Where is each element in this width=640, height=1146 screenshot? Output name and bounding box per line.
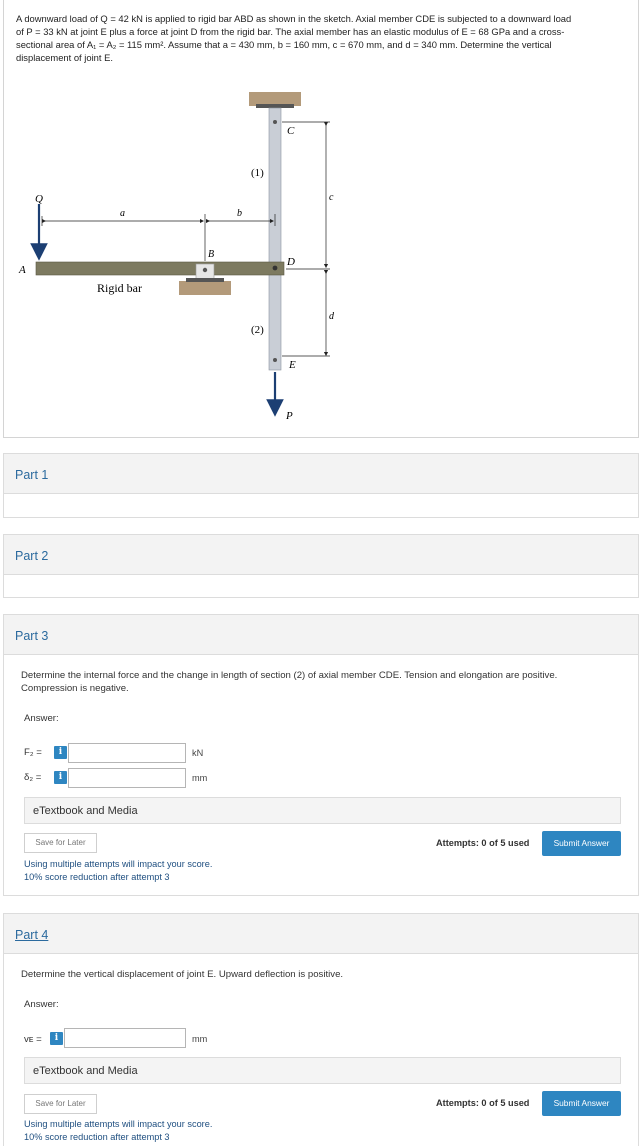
part-3-warning-line-1: Using multiple attempts will impact your score. bbox=[24, 859, 213, 869]
ve-input[interactable] bbox=[64, 1028, 186, 1048]
part-4-header[interactable] bbox=[3, 913, 639, 953]
part-3-attempts: Attempts: 0 of 5 used bbox=[436, 838, 530, 848]
part-3-var-delta2: δ₂ = bbox=[24, 772, 42, 783]
part-3-header[interactable] bbox=[3, 614, 639, 654]
part-3-warning-line-2: 10% score reduction after attempt 3 bbox=[24, 871, 170, 882]
f2-input[interactable] bbox=[68, 743, 186, 763]
label-D: D bbox=[287, 256, 295, 268]
part-3-title: Part 3 bbox=[15, 629, 49, 643]
info-icon[interactable]: i bbox=[54, 771, 67, 784]
part-4-var-ve: vᴇ = bbox=[24, 1034, 42, 1045]
label-rigid-bar: Rigid bar bbox=[97, 281, 142, 295]
label-2: (2) bbox=[251, 324, 264, 336]
delta2-unit: mm bbox=[192, 773, 208, 783]
part-4-warning-line-1: Using multiple attempts will impact your score. bbox=[24, 1119, 213, 1129]
label-a: a bbox=[120, 208, 125, 219]
problem-line-3: sectional area of A₁ = A₂ = 115 mm². Assume that a = 430 mm, b = 160 mm, c = 670 mm, and d = 340 mm. Determine the vertical bbox=[16, 39, 552, 50]
part-3-var-f2: F₂ = bbox=[24, 747, 42, 758]
part-4-etextbook-button[interactable]: eTextbook and Media bbox=[24, 1057, 621, 1084]
part-3-etextbook-button[interactable]: eTextbook and Media bbox=[24, 797, 621, 824]
problem-statement bbox=[16, 12, 628, 64]
part-1-header[interactable] bbox=[3, 453, 639, 493]
f2-unit: kN bbox=[192, 748, 204, 758]
part-1-body bbox=[3, 493, 639, 518]
label-1: (1) bbox=[251, 167, 264, 179]
part-4-title[interactable]: Part 4 bbox=[15, 928, 49, 942]
part-4-warning bbox=[24, 1118, 212, 1143]
label-d: d bbox=[329, 311, 334, 322]
info-icon[interactable]: i bbox=[50, 1032, 63, 1045]
part-2-title: Part 2 bbox=[15, 549, 49, 563]
info-icon[interactable]: i bbox=[54, 746, 67, 759]
part-3-answer-label: Answer: bbox=[24, 713, 59, 724]
ve-unit: mm bbox=[192, 1034, 208, 1044]
label-b: b bbox=[237, 208, 242, 219]
problem-figure bbox=[4, 86, 638, 426]
part-4-submit-button[interactable]: Submit Answer bbox=[542, 1091, 621, 1116]
label-C: C bbox=[287, 125, 295, 137]
part-4-question: Determine the vertical displacement of joint E. Upward deflection is positive. bbox=[21, 969, 344, 980]
part-4-attempts: Attempts: 0 of 5 used bbox=[436, 1098, 530, 1108]
problem-line-4: displacement of joint E. bbox=[16, 52, 113, 63]
part-4-answer-label: Answer: bbox=[24, 999, 59, 1010]
label-Q: Q bbox=[35, 193, 43, 205]
problem-line-2: of P = 33 kN at joint E plus a force at joint D from the rigid bar. The axial member has an elastic modulus of E = 68 GPa and a cross- bbox=[16, 26, 565, 37]
top-support bbox=[249, 92, 301, 108]
part-2-header[interactable] bbox=[3, 534, 639, 574]
dimension-lines-cd bbox=[282, 122, 330, 356]
label-E: E bbox=[289, 359, 296, 371]
part-4-save-for-later-button[interactable]: Save for Later bbox=[24, 1094, 97, 1114]
problem-line-1: A downward load of Q = 42 kN is applied to rigid bar ABD as shown in the sketch. Axial member CDE is subjected to a downward load bbox=[16, 13, 572, 24]
part-1-title: Part 1 bbox=[15, 468, 49, 482]
label-c: c bbox=[329, 192, 334, 203]
part-3-submit-button[interactable]: Submit Answer bbox=[542, 831, 621, 856]
part-3-question-line-2: Compression is negative. bbox=[21, 683, 129, 694]
dimension-lines-ab bbox=[42, 214, 275, 261]
label-B: B bbox=[208, 249, 215, 260]
part-3-question bbox=[21, 669, 611, 695]
part-3-save-for-later-button[interactable]: Save for Later bbox=[24, 833, 97, 853]
part-4-warning-line-2: 10% score reduction after attempt 3 bbox=[24, 1131, 170, 1142]
problem-card bbox=[3, 0, 639, 438]
rigid-bar bbox=[36, 262, 284, 275]
part-2-body bbox=[3, 574, 639, 598]
label-A: A bbox=[19, 264, 26, 276]
label-P: P bbox=[286, 410, 293, 422]
delta2-input[interactable] bbox=[68, 768, 186, 788]
part-3-warning bbox=[24, 858, 212, 883]
axial-member bbox=[269, 108, 281, 370]
part-3-question-line-1: Determine the internal force and the change in length of section (2) of axial member CDE. Tension and elongation are positive. bbox=[21, 670, 558, 681]
